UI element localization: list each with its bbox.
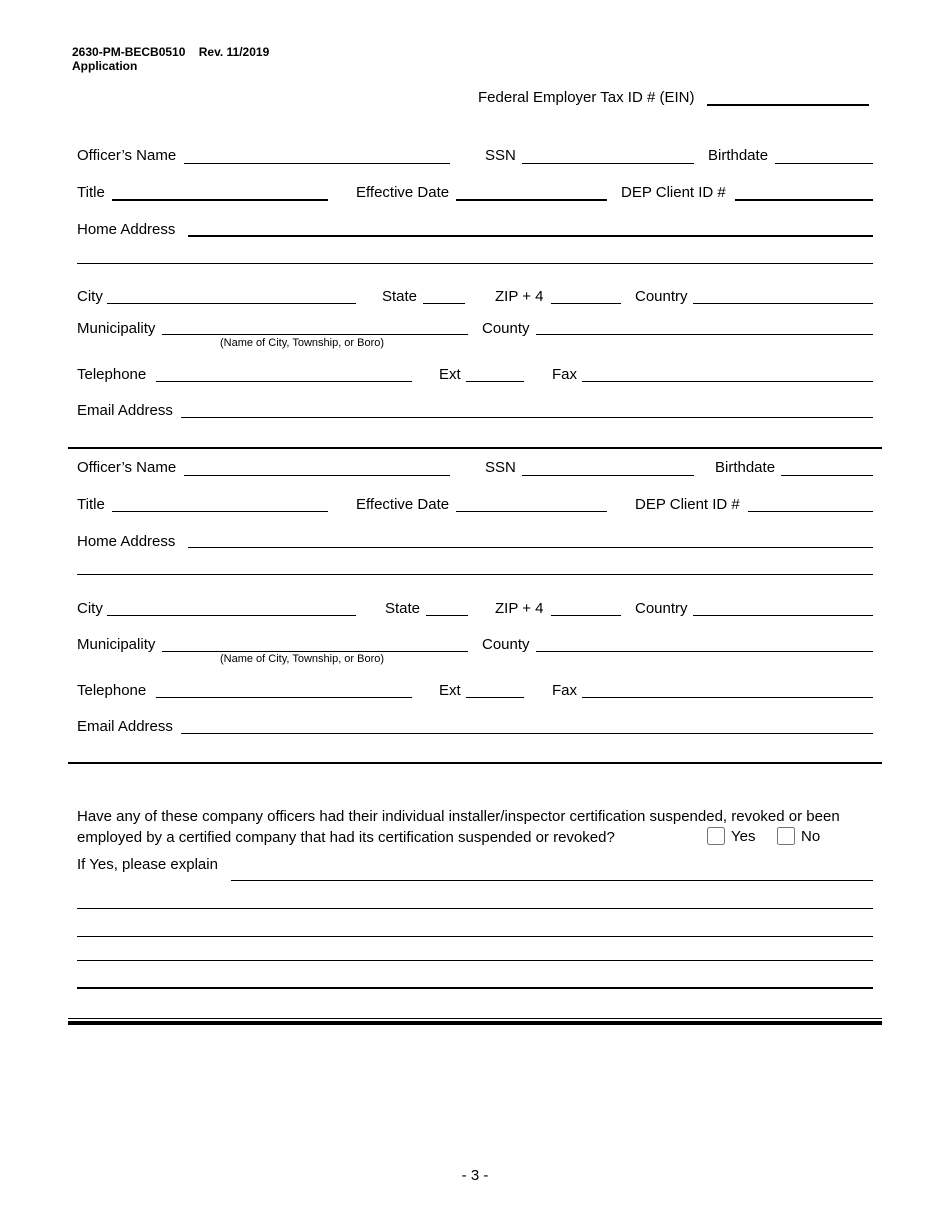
officer-1-home-address-line2[interactable] [77,247,873,264]
officer-1-effective-date-field[interactable] [456,183,607,201]
officer-2-ssn-field[interactable] [522,459,694,476]
state-label: State [385,600,421,617]
telephone-label: Telephone [77,366,147,383]
officer-2-state-field[interactable] [426,599,468,616]
officer-2-name-field[interactable] [184,459,450,476]
officer-1-title-field[interactable] [112,183,328,201]
municipality-label: Municipality [77,636,156,653]
ein-label: Federal Employer Tax ID # (EIN) [478,89,695,106]
explain-label: If Yes, please explain [77,856,218,873]
officer-2-home-address-field[interactable] [188,531,873,548]
bottom-rule-thick [68,1021,882,1025]
officer-1-city-field[interactable] [107,287,356,304]
form-revision: Rev. 11/2019 [198,45,270,59]
section-divider [68,447,882,449]
ssn-label: SSN [485,459,516,476]
effective-date-label: Effective Date [356,496,450,513]
explain-line-2[interactable] [77,892,873,909]
dep-client-id-label: DEP Client ID # [621,184,726,201]
zip-label: ZIP + 4 [495,288,544,305]
fax-label: Fax [552,366,578,383]
birthdate-label: Birthdate [708,147,769,164]
title-label: Title [77,184,105,201]
state-label: State [382,288,418,305]
no-label: No [801,828,821,845]
fax-label: Fax [552,682,578,699]
ssn-label: SSN [485,147,516,164]
effective-date-label: Effective Date [356,184,450,201]
form-id: 2630-PM-BECB0510 Rev. 11/2019 [72,45,270,59]
officer-2-dep-client-id-field[interactable] [748,495,873,512]
officer-1-fax-field[interactable] [582,365,873,382]
municipality-hint: (Name of City, Township, or Boro) [220,653,385,665]
officer-name-label: Officer’s Name [77,459,177,476]
officer-2-county-field[interactable] [536,635,873,652]
county-label: County [482,636,530,653]
officer-2-effective-date-field[interactable] [456,495,607,512]
birthdate-label: Birthdate [715,459,776,476]
dep-client-id-label: DEP Client ID # [635,496,740,513]
officer-1-dep-client-id-field[interactable] [735,183,873,201]
form-section: Application [72,59,138,73]
officer-2-telephone-field[interactable] [156,681,412,698]
explain-line-3[interactable] [77,920,873,937]
officer-name-label: Officer’s Name [77,147,177,164]
country-label: Country [635,288,688,305]
county-label: County [482,320,530,337]
officer-2-fax-field[interactable] [582,681,873,698]
officer-1-zip-field[interactable] [551,287,621,304]
officer-1-email-field[interactable] [181,401,873,418]
explain-line-4[interactable] [77,944,873,961]
certification-question [77,806,887,848]
ext-label: Ext [439,366,461,383]
ein-field[interactable] [707,88,869,106]
officer-1-telephone-field[interactable] [156,365,412,382]
email-label: Email Address [77,718,173,735]
officer-2-city-field[interactable] [107,599,356,616]
yes-label: Yes [731,828,756,845]
officer-1-state-field[interactable] [423,287,465,304]
page-number: - 3 - [461,1167,489,1184]
officer-1-municipality-field[interactable] [162,318,468,335]
officer-2-birthdate-field[interactable] [781,459,873,476]
officer-2-municipality-field[interactable] [162,635,468,652]
officer-2-email-field[interactable] [181,717,873,734]
country-label: Country [635,600,688,617]
officer-2-country-field[interactable] [693,599,873,616]
email-label: Email Address [77,402,173,419]
officer-1-ssn-field[interactable] [522,147,694,164]
city-label: City [77,600,103,617]
explain-line-5[interactable] [77,971,873,989]
officer-2-ext-field[interactable] [466,681,524,698]
home-address-label: Home Address [77,533,176,550]
officer-1-county-field[interactable] [536,318,873,335]
yes-checkbox[interactable] [707,827,725,845]
zip-label: ZIP + 4 [495,600,544,617]
ext-label: Ext [439,682,461,699]
city-label: City [77,288,103,305]
officer-2-title-field[interactable] [112,495,328,512]
officer-1-ext-field[interactable] [466,365,524,382]
question-line-1: Have any of these company officers had their individual installer/inspector certification suspended, revoked or been [77,808,840,825]
officer-2-home-address-line2[interactable] [77,558,873,575]
officer-1-home-address-field[interactable] [188,219,873,237]
municipality-hint: (Name of City, Township, or Boro) [220,337,385,349]
officer-1-country-field[interactable] [693,287,873,304]
no-checkbox[interactable] [777,827,795,845]
section-divider [68,762,882,764]
bottom-rule-thin [68,1018,882,1019]
telephone-label: Telephone [77,682,147,699]
explain-line-1[interactable] [231,864,873,881]
home-address-label: Home Address [77,221,176,238]
officer-1-birthdate-field[interactable] [775,147,873,164]
question-line-2: employed by a certified company that had its certification suspended or revoked? [77,829,615,846]
municipality-label: Municipality [77,320,156,337]
officer-2-zip-field[interactable] [551,599,621,616]
officer-1-name-field[interactable] [184,147,450,164]
title-label: Title [77,496,105,513]
